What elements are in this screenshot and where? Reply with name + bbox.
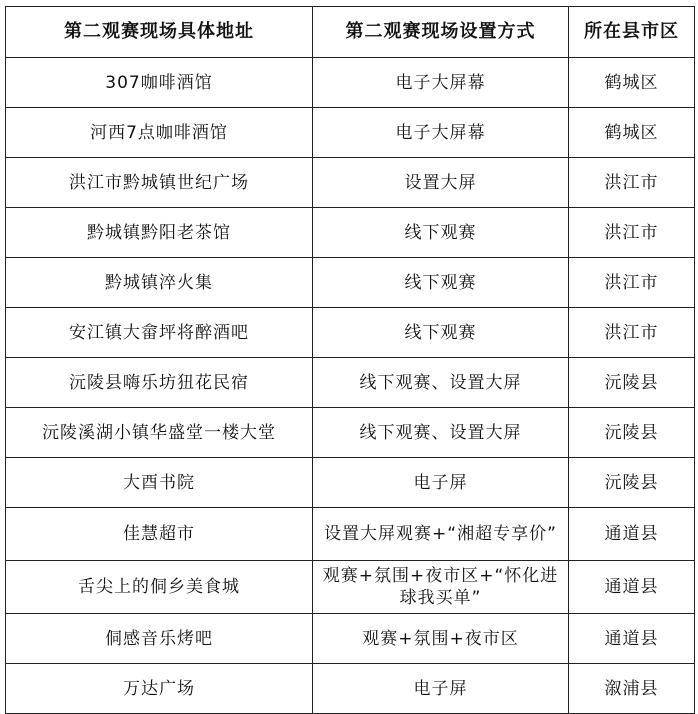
cell-district: 溆浦县: [569, 664, 695, 714]
cell-address: 307咖啡酒馆: [6, 58, 313, 108]
cell-address: 洪江市黔城镇世纪广场: [6, 158, 313, 208]
cell-address: 黔城镇黔阳老茶馆: [6, 208, 313, 258]
table-row: [6, 208, 695, 258]
cell-address: 舌尖上的侗乡美食城: [6, 561, 313, 614]
cell-district: 沅陵县: [569, 408, 695, 458]
table-header: [6, 7, 695, 58]
cell-method: 电子大屏幕: [313, 108, 569, 158]
cell-method: 观赛+氛围+夜市区: [313, 614, 569, 664]
cell-district: 通道县: [569, 508, 695, 561]
cell-address: 安江镇大畲坪将醉酒吧: [6, 308, 313, 358]
cell-method: 线下观赛: [313, 308, 569, 358]
table-body: [6, 58, 695, 714]
cell-method: 线下观赛: [313, 208, 569, 258]
cell-district: 沅陵县: [569, 458, 695, 508]
cell-district: 洪江市: [569, 208, 695, 258]
table-row: [6, 258, 695, 308]
cell-method: 线下观赛、设置大屏: [313, 408, 569, 458]
cell-method: 设置大屏观赛+“湘超专享价”: [313, 508, 569, 561]
venue-table: [5, 6, 695, 714]
table-row: [6, 358, 695, 408]
header-row: [6, 7, 695, 58]
table-row: [6, 58, 695, 108]
table-row: [6, 108, 695, 158]
cell-address: 万达广场: [6, 664, 313, 714]
cell-method: 电子屏: [313, 458, 569, 508]
cell-district: 通道县: [569, 561, 695, 614]
table-row: [6, 508, 695, 561]
table-row: [6, 458, 695, 508]
table-row: [6, 561, 695, 614]
header-address: 第二观赛现场具体地址: [6, 7, 313, 58]
header-method: 第二观赛现场设置方式: [313, 7, 569, 58]
cell-district: 洪江市: [569, 308, 695, 358]
cell-address: 侗感音乐烤吧: [6, 614, 313, 664]
header-district: 所在县市区: [569, 7, 695, 58]
cell-address: 沅陵县嗨乐坊狃花民宿: [6, 358, 313, 408]
cell-address: 黔城镇淬火集: [6, 258, 313, 308]
cell-district: 洪江市: [569, 258, 695, 308]
cell-address: 河西7点咖啡酒馆: [6, 108, 313, 158]
cell-method: 设置大屏: [313, 158, 569, 208]
cell-method: 线下观赛: [313, 258, 569, 308]
cell-address: 大酉书院: [6, 458, 313, 508]
cell-method: 观赛+氛围+夜市区+“怀化进球我买单”: [313, 561, 569, 614]
cell-district: 洪江市: [569, 158, 695, 208]
cell-method: 线下观赛、设置大屏: [313, 358, 569, 408]
cell-method: 电子大屏幕: [313, 58, 569, 108]
table-row: [6, 408, 695, 458]
table-row: [6, 158, 695, 208]
table-row: [6, 664, 695, 714]
cell-district: 鹤城区: [569, 58, 695, 108]
cell-district: 通道县: [569, 614, 695, 664]
table-row: [6, 308, 695, 358]
cell-district: 沅陵县: [569, 358, 695, 408]
cell-method: 电子屏: [313, 664, 569, 714]
cell-district: 鹤城区: [569, 108, 695, 158]
cell-address: 佳慧超市: [6, 508, 313, 561]
table-row: [6, 614, 695, 664]
cell-address: 沅陵溪湖小镇华盛堂一楼大堂: [6, 408, 313, 458]
